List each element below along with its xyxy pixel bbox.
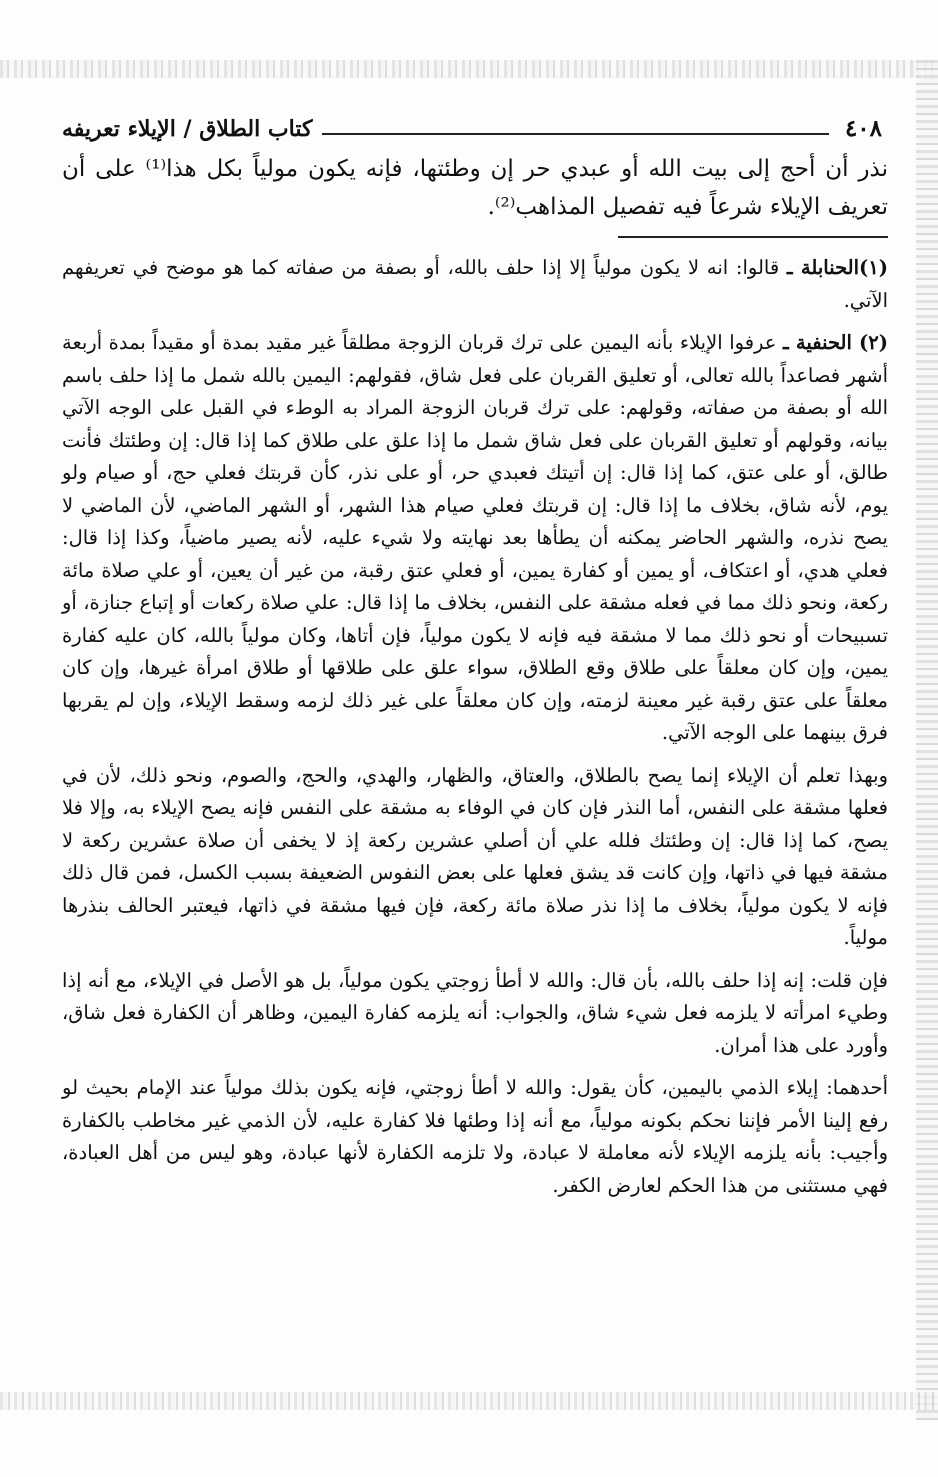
running-title: كتاب الطلاق / الإيلاء تعريفه [62, 116, 313, 142]
header-rule [322, 133, 829, 135]
footnote-2-paragraph-3: فإن قلت: إنه إذا حلف بالله، بأن قال: والله لا أطأ زوجتي يكون مولياً، بل هو الأصل في الإيلاء، مع أنه إذا وطيء امرأته لا يلزمه فعل شيء شاق، والجواب: أنه يلزمه كفارة اليمين، وظاهر أن الكفارة فعل شاق، وأورد على هذا أمران. [62, 968, 888, 1057]
footnote-separator [618, 236, 888, 238]
footnote-2-text: عرفوا الإيلاء بأنه اليمين على ترك قربان الزوجة مطلقاً غير مقيد بمدة أو مقيداً بمدة أربعة أشهر فصاعداً بالله تعالى، أو تعليق القربان على فعل شاق، فقولهم: اليمين بالله شمل ما إذا حلف باسم الله أو بصفة من صفاته، وقولهم: على ترك قربان الزوجة المراد به الوطء في القبل على الوجه الآتي بيانه، وقولهم أو تعليق القربان على فعل شاق شمل ما إذا علق على طلاق كما إذا قال: إن وطئتك فأنت طالق، أو على عتق، كما إذا قال: إن أتيتك فعبدي حر، أو على نذر، كأن قربتك فعلي حج، أو صيام ولو يوم، لأنه شاق، بخلاف ما إذا قال: إن قربتك فعلي صيام هذا الشهر، أو الشهر الماضي، لأن الماضي لا يصح نذره، والشهر الحاضر يمكنه أن يطأها بعد نهايته ولا شيء عليه، لأنه يصير ماضياً، وكذا إذا قال: فعلي هدي، أو اعتكاف، أو يمين أو كفارة يمين، أو فعلي عتق رقبة، من غير أن يعين، أو علي صلاة مائة ركعة، ونحو ذلك مما في فعله مشقة على النفس، بخلاف ما إذا قال: علي صلاة ركعات أو إتباع جنازة، أو تسبيحات أو نحو ذلك مما لا مشقة فيه فإنه لا يكون مولياً، فإن أتاها، وكان مولياً بالله، كان عليه كفارة يمين، وإن كان معلقاً على طلاق وقع الطلاق، سواء علق على طلاقها أو طلاق امرأة غيرها، وإن كان معلقاً على عتق رقبة غير معينة لزمته، وإن كان معلقاً على غير ذلك لزمه وسقط الإيلاء، وإن لم يقربها فرق بينهما على الوجه الآتي. [62, 331, 888, 744]
decorative-border-top [0, 60, 938, 78]
footnote-2-paragraph-1 [62, 327, 888, 750]
page-number: ٤٠٨ [844, 115, 882, 142]
decorative-border-right [916, 60, 938, 1420]
footnote-1 [62, 252, 888, 317]
footnotes [62, 252, 888, 1202]
footnote-2-paragraph-2: وبهذا تعلم أن الإيلاء إنما يصح بالطلاق، والعتاق، والظهار، والهدي، والحج، والصوم، ونحو ذلك، لأن في فعلها مشقة على النفس، أما النذر فإن كان في الوفاء به مشقة على النفس فإنه يصح الإيلاء به، وإلا فلا يصح، كما إذا قال: إن وطئتك فلله علي أن أصلي عشرين ركعة إذ لا يخفى أن صلاة عشرين ركعة لا مشقة فيها في ذاتها، وإن كانت قد يشق فعلها على بعض النفوس الضعيفة بسبب الكسل، فمن قال ذلك فإنه لا يكون مولياً، بخلاف ما إذا نذر صلاة مائة ركعة، فإن فيها مشقة في ذاتها، فيعتبر الحالف بنذرها مولياً. [62, 763, 888, 949]
decorative-border-bottom [0, 1392, 938, 1410]
main-paragraph: نذر أن أحج إلى بيت الله أو عبدي حر إن وطئتها، فإنه يكون مولياً بكل هذا⁽¹⁾ على أن تعريف الإيلاء شرعاً فيه تفصيل المذاهب⁽²⁾. [62, 156, 889, 220]
footnote-2-paragraph-4: أحدهما: إيلاء الذمي باليمين، كأن يقول: والله لا أطأ زوجتي، فإنه يكون بذلك مولياً عند الإمام بحيث لو رفع إلينا الأمر فإننا نحكم بكونه مولياً، مع أنه إذا وطئها فلا كفارة عليه، لأن الذمي غير مخاطب بالكفارة وأجيب: بأنه يلزمه الإيلاء لأنه معاملة لا عبادة، ولا تلزمه الكفارة لأنها عبادة، وهو ليس من أهل العبادة، فهي مستثنى من هذا الحكم لعارض الكفر. [62, 1076, 888, 1197]
page-content [62, 150, 888, 1212]
main-text [62, 150, 888, 226]
footnote-2-marker: (٢) الحنفية ـ [783, 331, 888, 354]
footnote-1-text: قالوا: انه لا يكون مولياً إلا إذا حلف بالله، أو بصفة من صفاته كما هو موضح في تعريفهم الآتي. [62, 256, 888, 312]
footnote-1-marker: (١)الحنابلة ـ [786, 256, 888, 279]
page-header [62, 108, 882, 142]
